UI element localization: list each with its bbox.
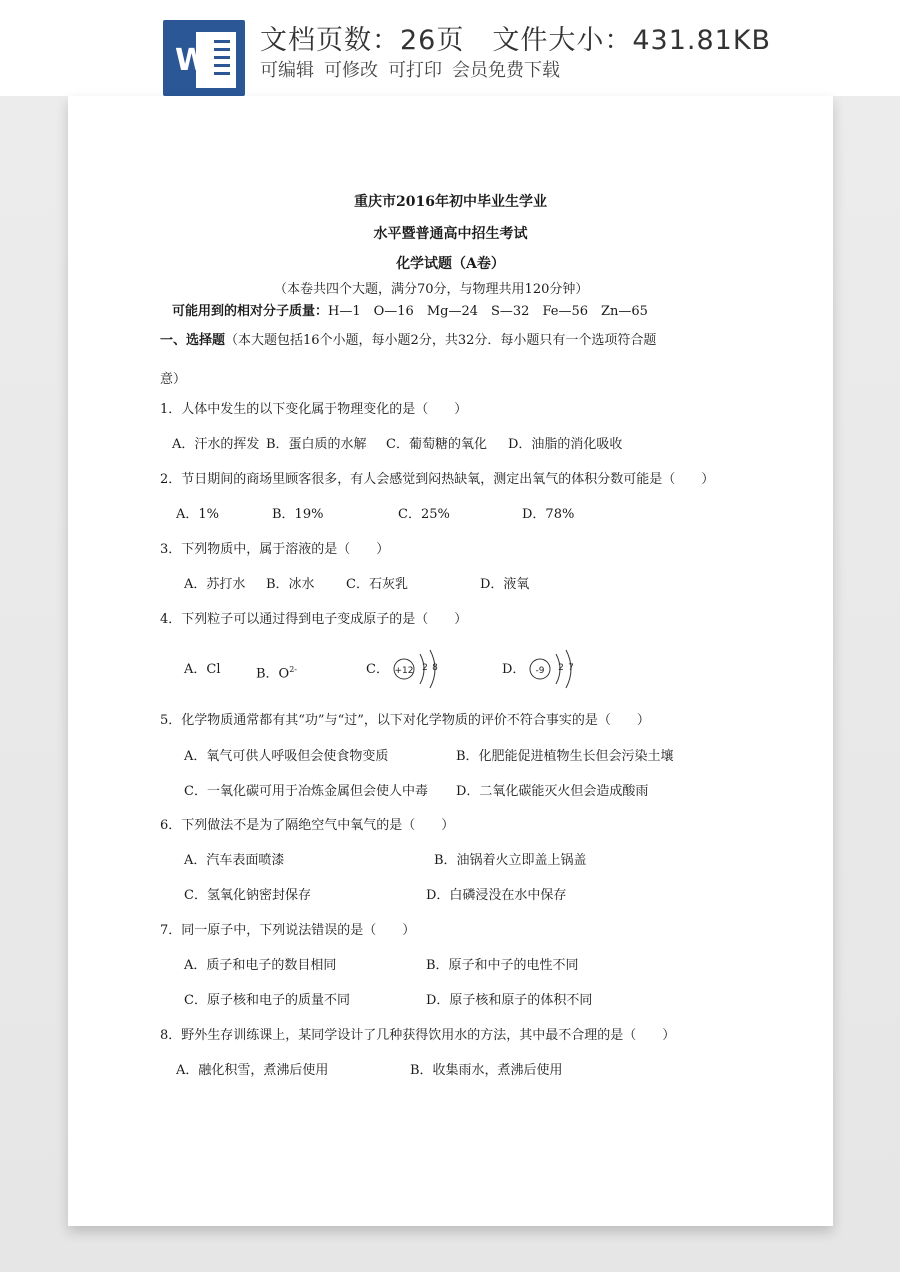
atomic-mass-label: 可能用到的相对分子质量：: [172, 304, 329, 319]
question-7-stem: 7．同一原子中，下列说法错误的是（ ）: [160, 923, 416, 938]
section-description-cont: 意）: [160, 372, 187, 387]
question-3-option-a: A．苏打水: [184, 577, 246, 592]
feature-printable: 可打印: [388, 60, 442, 81]
question-4-stem: 4．下列粒子可以通过得到电子变成原子的是（ ）: [160, 612, 468, 627]
question-6-option-b: B．油锅着火立即盖上锅盖: [434, 853, 587, 868]
question-4-option-d: D．: [502, 662, 526, 677]
question-1-stem: 1．人体中发生的以下变化属于物理变化的是（ ）: [160, 402, 468, 417]
question-3-stem: 3．下列物质中，属于溶液的是（ ）: [160, 542, 390, 557]
atomic-mass-values: H—1 O—16 Mg—24 S—32 Fe—56 Zn—65: [328, 304, 648, 319]
exam-title-line1: 重庆市2016年初中毕业生学业: [354, 194, 547, 210]
question-4-option-b-text: B．O: [256, 666, 290, 682]
document-info-banner: [0, 0, 900, 96]
svg-text:2: 2: [558, 663, 564, 673]
svg-text:2: 2: [422, 663, 428, 673]
question-4-option-c: C．: [366, 662, 389, 677]
question-8-option-b: B．收集雨水，煮沸后使用: [410, 1063, 563, 1078]
question-4-option-b: [256, 662, 297, 682]
question-1-option-a: A．汗水的挥发: [172, 437, 260, 452]
c-nucleus-charge: +12: [394, 666, 414, 676]
question-7-option-a: A．质子和电子的数目相同: [184, 958, 337, 973]
question-7-option-b: B．原子和中子的电性不同: [426, 958, 579, 973]
question-2-option-a: A．1%: [176, 507, 220, 522]
question-6-option-c: C．氢氧化钠密封保存: [184, 888, 311, 903]
svg-text:8: 8: [432, 663, 438, 673]
exam-note: （本卷共四个大题，满分70分，与物理共用120分钟）: [274, 282, 589, 297]
question-4-option-a: A．Cl: [184, 662, 221, 677]
question-2-option-b: B．19%: [272, 507, 324, 522]
d-nucleus-charge: -9: [535, 666, 545, 676]
feature-editable: 可编辑: [260, 60, 314, 81]
question-5-option-c: C．一氧化碳可用于冶炼金属但会使人中毒: [184, 784, 428, 799]
question-2-stem: 2．节日期间的商场里顾客很多，有人会感觉到闷热缺氧，测定出氧气的体积分数可能是（ ）: [160, 472, 715, 487]
fluorine-atom-structure-diagram: [524, 646, 594, 692]
question-3-option-b: B．冰水: [266, 577, 315, 592]
document-page: [68, 96, 833, 1226]
feature-list: [260, 56, 570, 82]
magnesium-ion-structure-diagram: [388, 646, 458, 692]
svg-text:7: 7: [568, 663, 574, 673]
question-6-option-a: A．汽车表面喷漆: [184, 853, 285, 868]
question-2-option-c: C．25%: [398, 507, 450, 522]
word-letter: W: [175, 43, 209, 78]
question-5-option-b: B．化肥能促进植物生长但会污染土壤: [456, 749, 674, 764]
file-size: 文件大小：431.81KB: [492, 25, 772, 56]
question-7-option-c: C．原子核和电子的质量不同: [184, 993, 350, 1008]
atomic-mass-line: [172, 304, 648, 320]
question-1-option-c: C．葡萄糖的氧化: [386, 437, 487, 452]
question-5-option-d: D．二氧化碳能灭火但会造成酸雨: [456, 784, 649, 799]
question-1-option-b: B．蛋白质的水解: [266, 437, 367, 452]
feature-modifiable: 可修改: [324, 60, 378, 81]
question-7-option-d: D．原子核和原子的体积不同: [426, 993, 593, 1008]
question-1-option-d: D．油脂的消化吸收: [508, 437, 623, 452]
question-6-stem: 6．下列做法不是为了隔绝空气中氧气的是（ ）: [160, 818, 455, 833]
question-5-stem: 5．化学物质通常都有其“功”与“过”，以下对化学物质的评价不符合事实的是（ ）: [160, 713, 650, 728]
page-count: 文档页数：26页: [260, 25, 465, 56]
question-8-option-a: A．融化积雪，煮沸后使用: [176, 1063, 329, 1078]
question-4-option-b-charge: 2-: [289, 665, 298, 674]
section-label: 一、选择题: [160, 333, 226, 348]
word-document-icon: [163, 20, 245, 96]
exam-title-line2: 水平暨普通高中招生考试: [373, 226, 528, 242]
feature-free-download: 会员免费下载: [452, 60, 560, 81]
question-3-option-c: C．石灰乳: [346, 577, 408, 592]
section-heading: [160, 333, 656, 349]
section-description: （本大题包括16个小题，每小题2分，共32分．每小题只有一个选项符合题: [225, 333, 657, 348]
question-5-option-a: A．氧气可供人呼吸但会使食物变质: [184, 749, 389, 764]
exam-title-line3: 化学试题（A卷）: [396, 256, 505, 272]
file-stats: [260, 18, 771, 57]
question-2-option-d: D．78%: [522, 507, 575, 522]
question-8-stem: 8．野外生存训练课上，某同学设计了几种获得饮用水的方法，其中最不合理的是（ ）: [160, 1028, 676, 1043]
question-3-option-d: D．液氧: [480, 577, 530, 592]
question-6-option-d: D．白磷浸没在水中保存: [426, 888, 567, 903]
